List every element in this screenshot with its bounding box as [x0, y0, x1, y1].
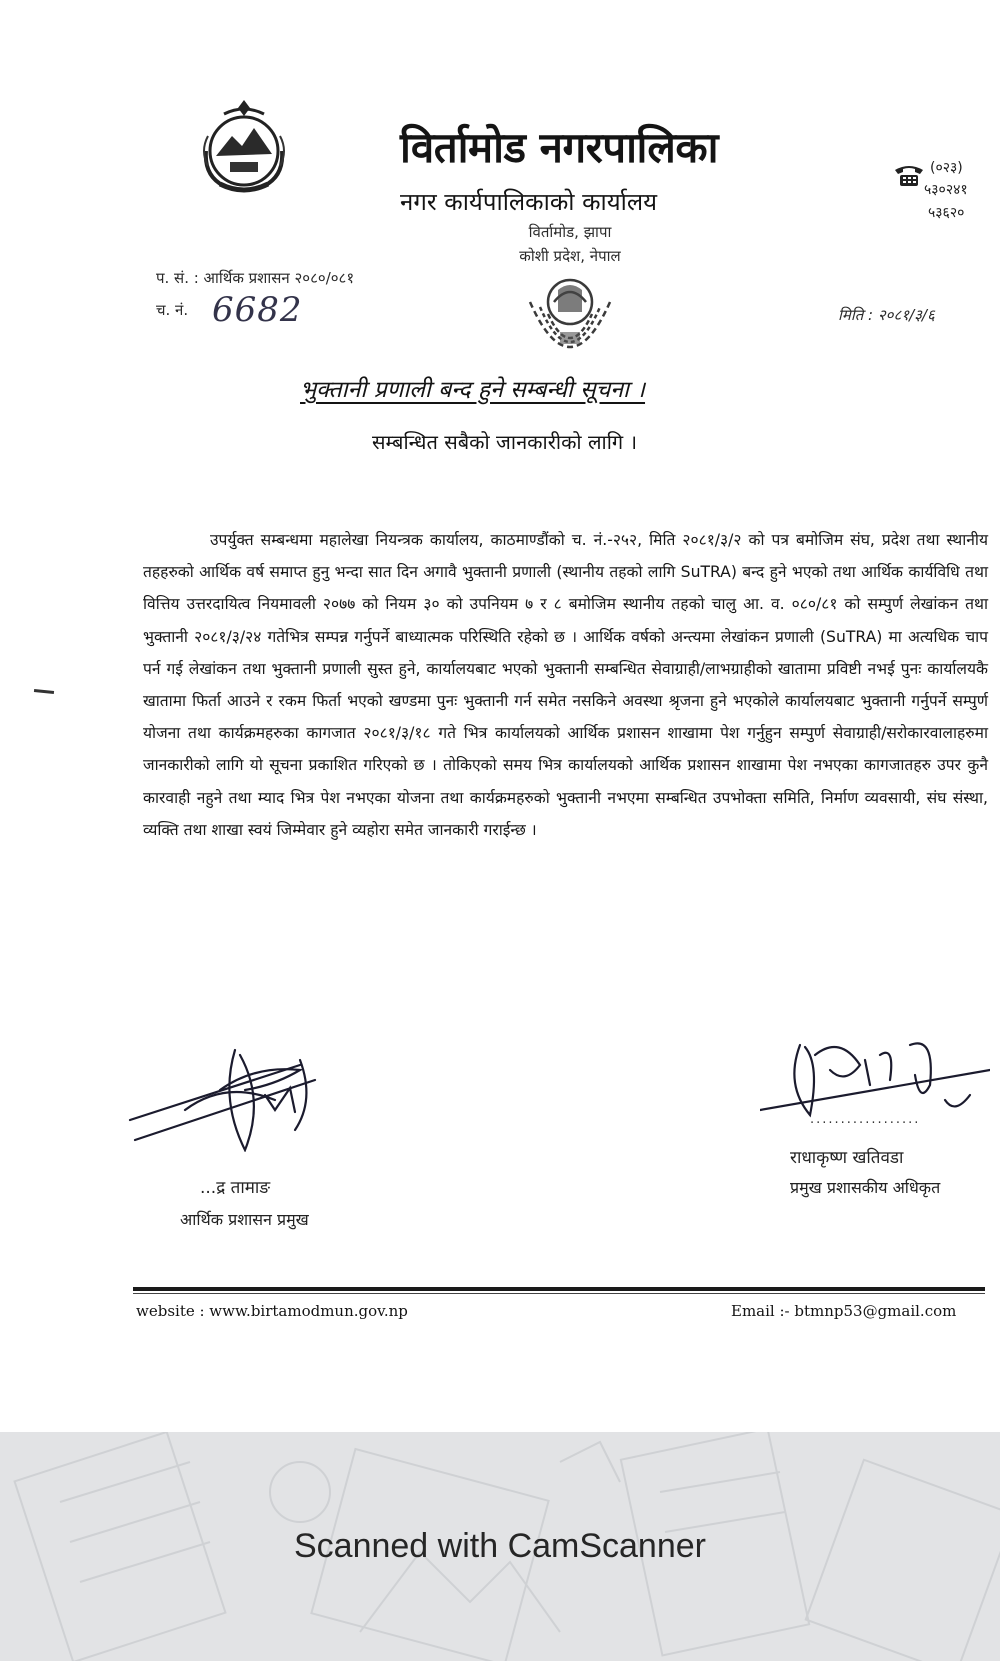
notice-recipient: सम्बन्धित सबैको जानकारीको लागि । — [372, 430, 638, 454]
scanner-watermark-text: Scanned with CamScanner — [293, 1527, 706, 1565]
scanner-watermark-band — [0, 1432, 1000, 1661]
location-district: विर्तामोड, झापा — [528, 223, 612, 241]
right-signatory-name: राधाकृष्ण खतिवडा — [790, 1148, 904, 1168]
footer-website: website : www.birtamodmun.gov.np — [136, 1302, 408, 1320]
telephone-icon — [893, 162, 925, 188]
phone-area-code: (०२३) — [930, 160, 963, 176]
phone-number-1: ५३०२४१ — [924, 182, 968, 198]
notice-body: उपर्युक्त सम्बन्धमा महालेखा नियन्त्रक कार्यालय, काठमाण्डौंको च. नं.-२५२, मिति २०८१/३/२ को पत्र बमोजिम संघ, प्रदेश तथा स्थानीय तहहरुको आर्थिक वर्ष समाप्त हुनु भन्दा सात दिन अगावै भुक्तानी प्रणाली (स्थानीय तहको लागि SuTRA) बन्द हुने भएको तथा आर्थिक कार्यविधि तथा वित्तिय उत्तरदायित्व नियमावली २०७७ को नियम ३० को उपनियम ७ र ८ बमोजिम स्थानीय तहको चालु आ. व. ०८०/८१ को सम्पुर्ण लेखांकन तथा भुक्तानी २०८१/३/२४ गतेभित्र सम्पन्न गर्नुपर्ने बाध्यात्मक परिस्थिति रहेको छ । आर्थिक वर्षको अन्त्यमा लेखांकन प्रणाली (SuTRA) मा अत्यधिक चाप पर्न गई लेखांकन तथा भुक्तानी प्रणाली सुस्त हुने, कार्यालयबाट भएको भुक्तानी सम्बन्धित सेवाग्राही/लाभग्राहीको खातामा प्रविष्टी नभई पुनः कार्यालयकै खातामा फिर्ता आउने र रकम फिर्ता भएको खण्डमा पुनः भुक्तानी गर्न समेत नसकिने अवस्था श्रृजना हुने भएकोले कार्यालयबाट भुक्तानी गर्नुपर्ने सम्पुर्ण योजना तथा कार्यक्रमहरुका कागजात २०८१/३/१८ गते भित्र कार्यालयको आर्थिक प्रशासन शाखामा पेश गर्नुहुन सम्पुर्ण सेवाग्राही/सरोकारवालाहरुमा जानकारीको लागि यो सूचना प्रकाशित गरिएको छ । तोकिएको समय भित्र कार्यालयको आर्थिक प्रशासन शाखामा पेश नभएका कागजातहरु उपर कुनै कारवाही नहुने तथा म्याद भित्र पेश नभएका योजना तथा कार्यक्रमहरुको भुक्तानी नभएमा सम्बन्धित उपभोक्ता समिति, निर्माण व्यवसायी, संघ संस्था, व्यक्ति तथा शाखा स्वयं जिम्मेवार हुने व्यहोरा समेत जानकारी गराईन्छ । — [143, 531, 988, 839]
left-signatory-title: आर्थिक प्रशासन प्रमुख — [180, 1210, 309, 1229]
notice-subject: भुक्तानी प्रणाली बन्द हुने सम्बन्धी सूचना । — [300, 377, 646, 403]
national-emblem-icon — [193, 96, 295, 196]
organization-name: विर्तामोड नगरपालिका — [400, 123, 718, 172]
office-name: नगर कार्यपालिकाको कार्यालय — [400, 188, 658, 216]
footer-rule-thick — [133, 1287, 985, 1291]
footer-email: Email :- btmnp53@gmail.com — [731, 1302, 957, 1320]
left-signatory-name: ...द्र तामाङ — [200, 1178, 271, 1198]
scan-artifact — [34, 689, 54, 694]
reference-number: प. सं. : आर्थिक प्रशासन २०८०/०८१ — [156, 269, 355, 287]
left-signature — [125, 1040, 335, 1152]
location-province: कोशी प्रदेश, नेपाल — [519, 247, 621, 265]
dispatch-number-handwritten: 6682 — [212, 290, 303, 330]
footer-rule-thin — [133, 1293, 985, 1294]
letter-date: मिति : २०८१/३/६ — [838, 306, 935, 324]
signature-dotted-line: ·················· — [810, 1116, 921, 1131]
right-signatory-title: प्रमुख प्रशासकीय अधिकृत — [790, 1178, 941, 1197]
phone-number-2: ५३६२० — [928, 205, 965, 221]
dispatch-label: च. नं. — [156, 301, 189, 319]
